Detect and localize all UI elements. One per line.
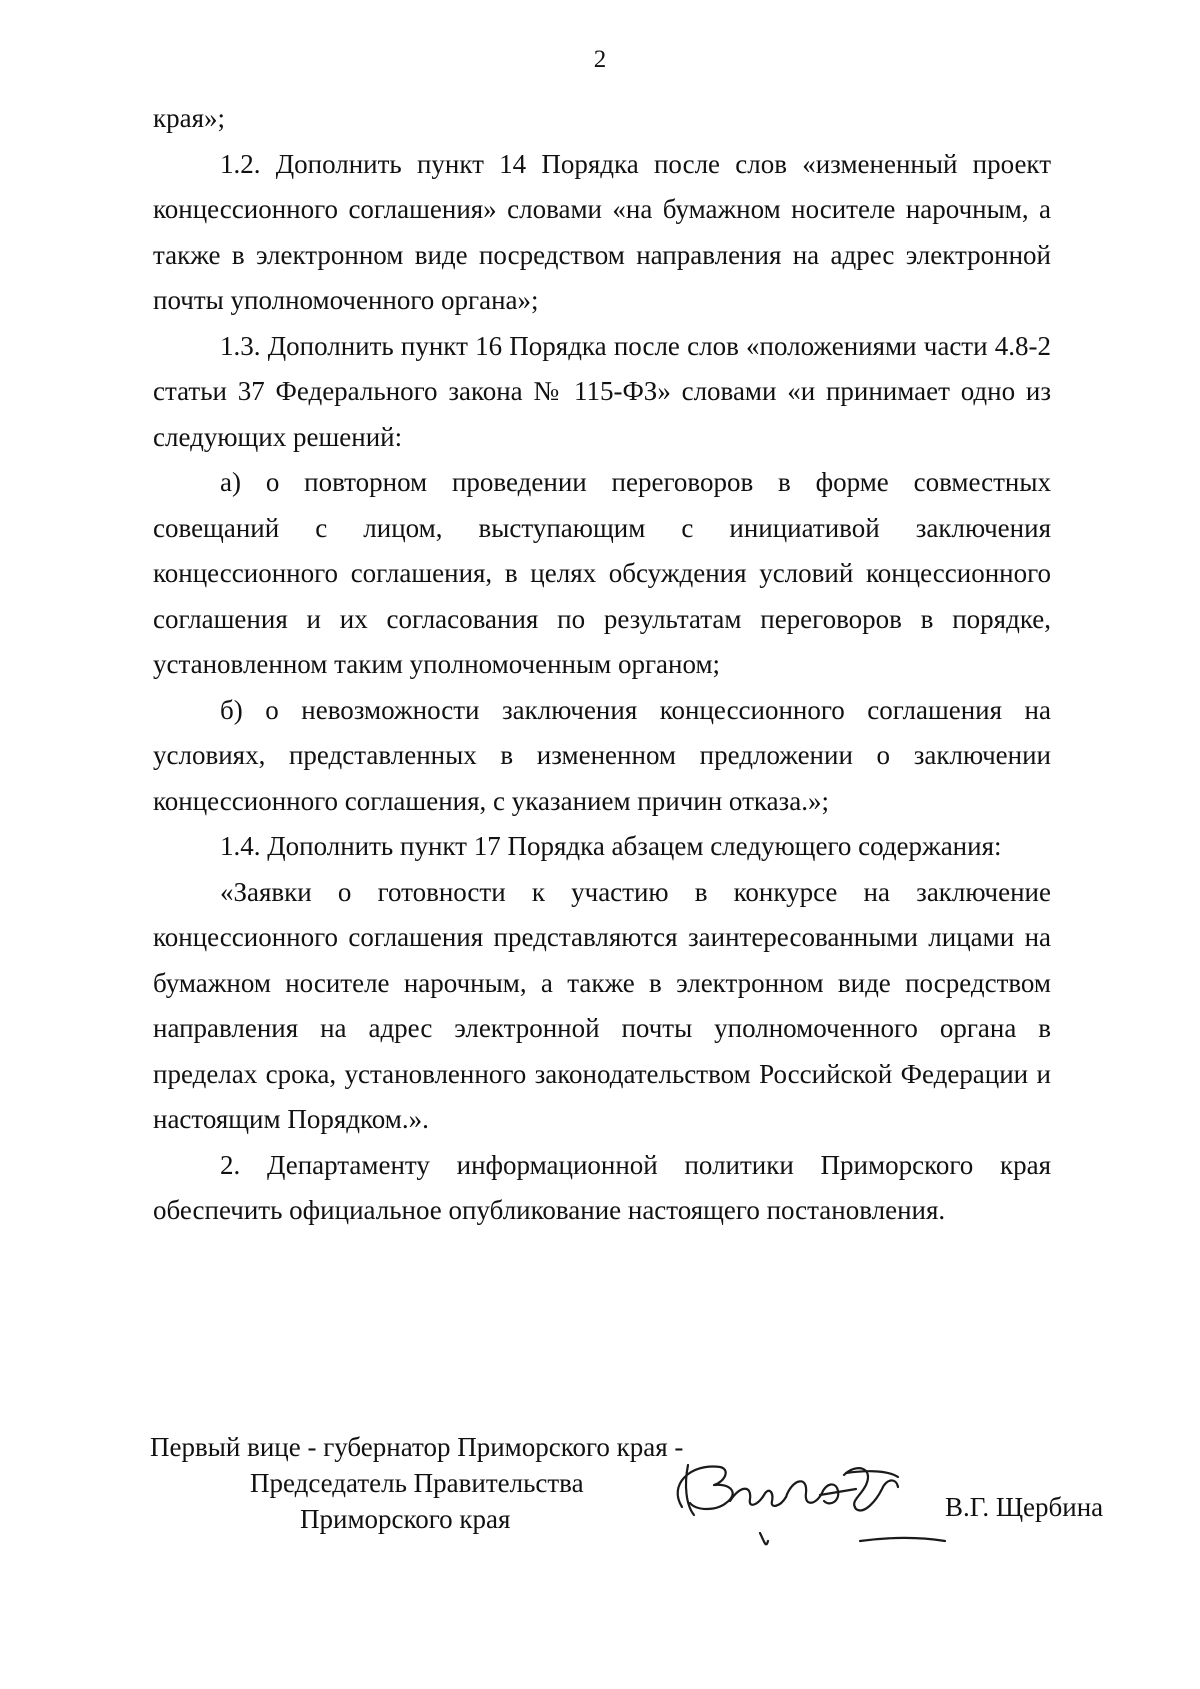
signatory-position-line1: Первый вице - губернатор Приморского края - <box>150 1432 684 1462</box>
paragraph-2: 2. Департаменту информационной политики Приморского края обеспечить официальное опубликование настоящего постановления. <box>153 1149 1051 1225</box>
paragraph-1-3: 1.3. Дополнить пункт 16 Порядка после слов «положениями части 4.8-2 статьи 37 Федерального закона № 115-ФЗ» словами «и принимает одно из следующих решений: <box>153 330 1051 452</box>
signatory-position-line3: Приморского края <box>300 1504 511 1534</box>
signatory-name: В.Г. Щербина <box>945 1492 1104 1522</box>
paragraph-1-2: 1.2. Дополнить пункт 14 Порядка после слов «измененный проект концессионного соглашения» словами «на бумажном носителе нарочным, а также в электронном виде посредством направления на адрес электронной почты уполномоченного органа»; <box>153 148 1051 315</box>
page-number: 2 <box>593 46 607 73</box>
paragraph-1-4: 1.4. Дополнить пункт 17 Порядка абзацем следующего содержания: <box>220 831 1002 861</box>
signatory-position-line2: Председатель Правительства <box>250 1468 584 1498</box>
document-body <box>153 96 1051 1234</box>
paragraph-continuation: края»; <box>153 103 226 133</box>
paragraph-quote: «Заявки о готовности к участию в конкурсе на заключение концессионного соглашения представляются заинтересованными лицами на бумажном носителе нарочным, а также в электронном виде посредством направления на адрес электронной почты уполномоченного органа в пределах срока, установленного законодательством Российской Федерации и настоящим Порядком.». <box>153 876 1051 1134</box>
paragraph-item-b: б) о невозможности заключения концессионного соглашения на условиях, представленных в измененном предложении о заключении концессионного соглашения, с указанием причин отказа.»; <box>153 694 1051 816</box>
handwritten-signature <box>660 1445 950 1555</box>
paragraph-item-a: а) о повторном проведении переговоров в форме совместных совещаний с лицом, выступающим с инициативой заключения концессионного соглашения, в целях обсуждения условий концессионного соглашения и их согласования по результатам переговоров в порядке, установленном таким уполномоченным органом; <box>153 467 1051 679</box>
signatory-position <box>150 1429 710 1537</box>
